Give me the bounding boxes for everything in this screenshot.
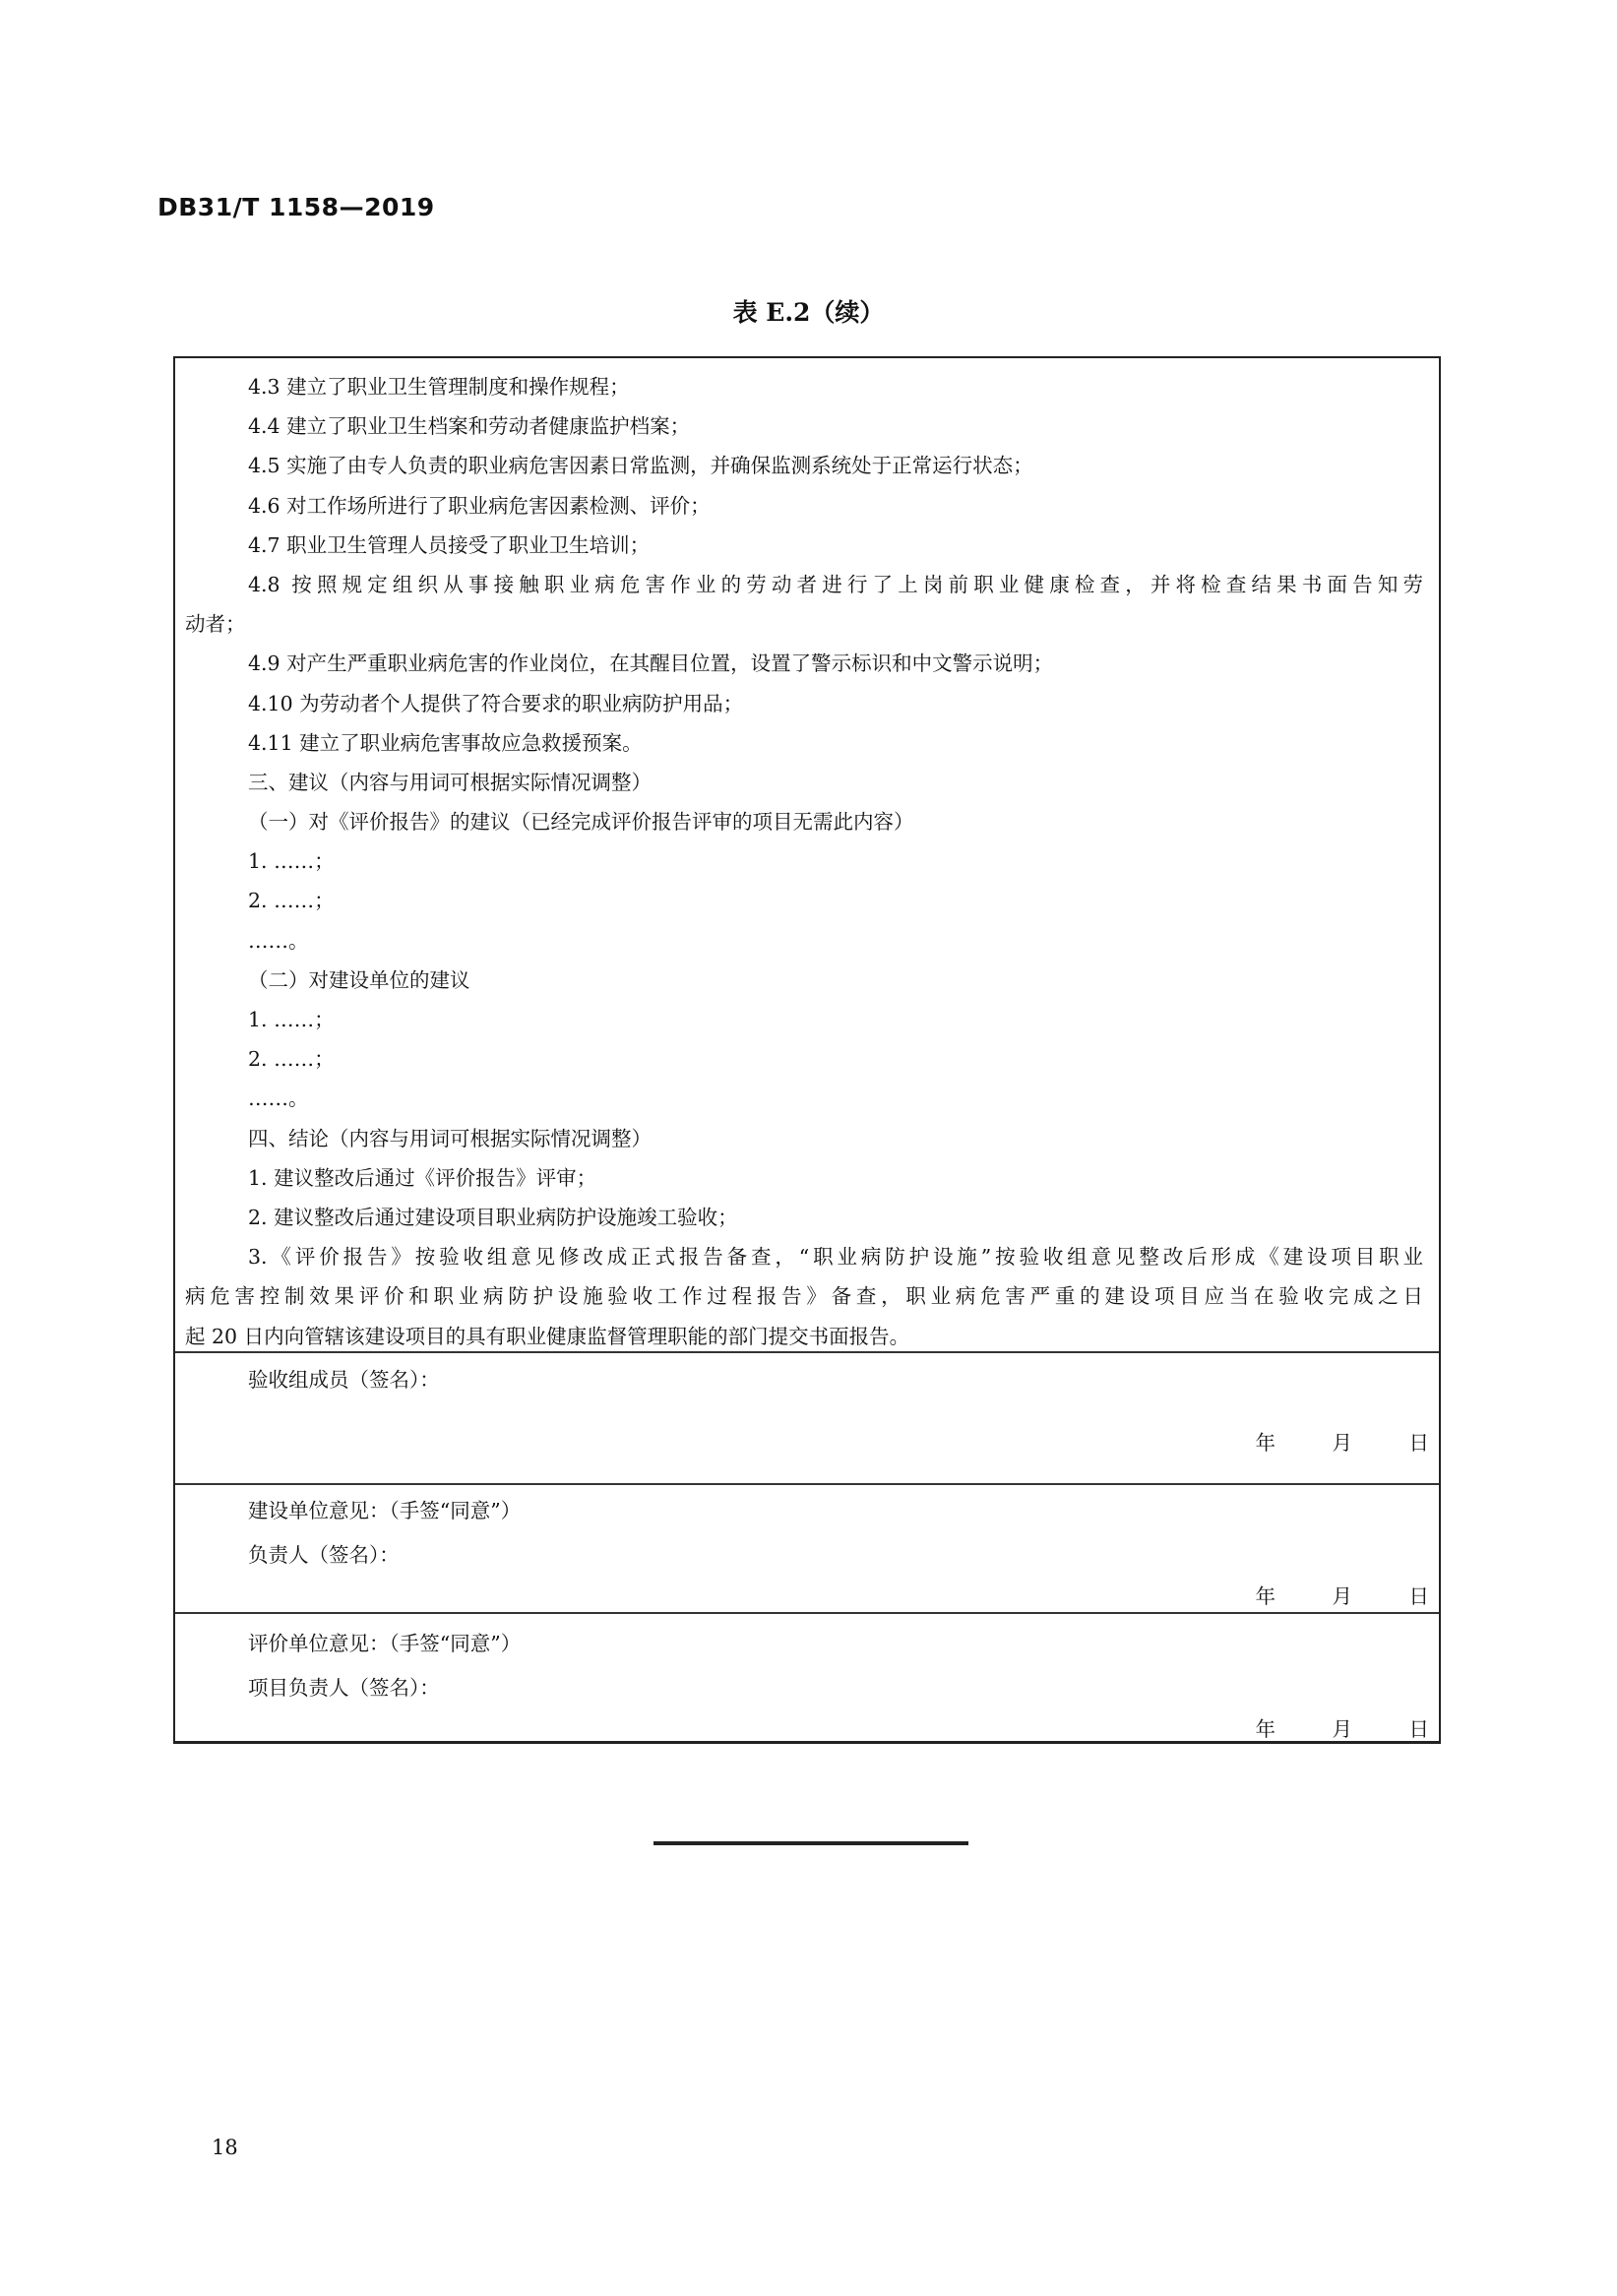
evaluation-opinion-label: 评价单位意见：（手签“同意”） [248, 1632, 522, 1655]
content-line: 3.《评价报告》按验收组意见修改成正式报告备查，“职业病防护设施”按验收组意见整改后形成《建设项目职业 [248, 1245, 1423, 1270]
day-label: 日 [1408, 1431, 1429, 1455]
construction-opinion-label: 建设单位意见：（手签“同意”） [248, 1499, 522, 1522]
content-line: 病危害控制效果评价和职业病防护设施验收工作过程报告》备查，职业病危害严重的建设项目应当在验收完成之日 [185, 1284, 1423, 1309]
year-label: 年 [1255, 1717, 1275, 1741]
acceptance-table [173, 356, 1441, 1744]
content-line: 4.6 对工作场所进行了职业病危害因素检测、评价； [248, 493, 711, 518]
year-label: 年 [1255, 1584, 1275, 1608]
page-number: 18 [212, 2136, 238, 2159]
month-label: 月 [1332, 1431, 1352, 1455]
content-line: 四、结论（内容与用词可根据实际情况调整） [248, 1126, 652, 1150]
content-line: 起 20 日内向管辖该建设项目的具有职业健康监督管理职能的部门提交书面报告。 [185, 1324, 910, 1348]
month-label: 月 [1332, 1584, 1352, 1608]
date-row [1199, 1712, 1429, 1742]
content-line: 三、建议（内容与用词可根据实际情况调整） [248, 770, 652, 794]
construction-opinion-cell [175, 1485, 1439, 1614]
content-line: 2. ……； [248, 889, 335, 913]
content-line: 4.3 建立了职业卫生管理制度和操作规程； [248, 375, 630, 399]
date-row [1199, 1580, 1429, 1609]
content-line: 2. 建议整改后通过建设项目职业病防护设施竣工验收； [248, 1205, 738, 1229]
content-line: 4.7 职业卫生管理人员接受了职业卫生培训； [248, 532, 651, 557]
content-line: 4.9 对产生严重职业病危害的作业岗位，在其醒目位置，设置了警示标识和中文警示说明； [248, 652, 1054, 676]
content-line: 1. 建议整改后通过《评价报告》评审； [248, 1165, 597, 1190]
content-line: （二）对建设单位的建议 [248, 967, 470, 992]
month-label: 月 [1332, 1717, 1352, 1741]
content-line: 4.10 为劳动者个人提供了符合要求的职业病防护用品； [248, 691, 744, 715]
members-signature-label: 验收组成员（签名）： [248, 1368, 440, 1392]
content-line: 4.5 实施了由专人负责的职业病危害因素日常监测，并确保监测系统处于正常运行状态； [248, 454, 1033, 478]
table-title: 表 E.2（续） [732, 298, 885, 327]
day-label: 日 [1408, 1717, 1429, 1741]
document-code: DB31/T 1158—2019 [157, 193, 435, 221]
content-line: ……。 [248, 928, 309, 953]
content-line: ……。 [248, 1086, 309, 1111]
content-line: 4.4 建立了职业卫生档案和劳动者健康监护档案； [248, 414, 691, 439]
day-label: 日 [1408, 1584, 1429, 1608]
content-line: 1. ……； [248, 1008, 335, 1031]
content-line: 4.11 建立了职业病危害事故应急救援预案。 [248, 730, 643, 755]
members-signature-cell [175, 1353, 1439, 1485]
year-label: 年 [1255, 1431, 1275, 1455]
end-rule [653, 1841, 968, 1845]
date-row [1199, 1426, 1429, 1456]
evaluation-opinion-cell [175, 1614, 1439, 1744]
content-line: 动者； [185, 612, 246, 637]
evaluation-person-label: 项目负责人（签名）： [248, 1676, 440, 1700]
construction-person-label: 负责人（签名）： [248, 1543, 400, 1567]
content-line: （一）对《评价报告》的建议（已经完成评价报告评审的项目无需此内容） [248, 810, 914, 835]
content-line: 2. ……； [248, 1047, 335, 1072]
content-cell [175, 358, 1439, 1353]
content-line: 4.8 按照规定组织从事接触职业病危害作业的劳动者进行了上岗前职业健康检查，并将检查结果书面告知劳 [248, 572, 1423, 596]
content-line: 1. ……； [248, 849, 335, 874]
